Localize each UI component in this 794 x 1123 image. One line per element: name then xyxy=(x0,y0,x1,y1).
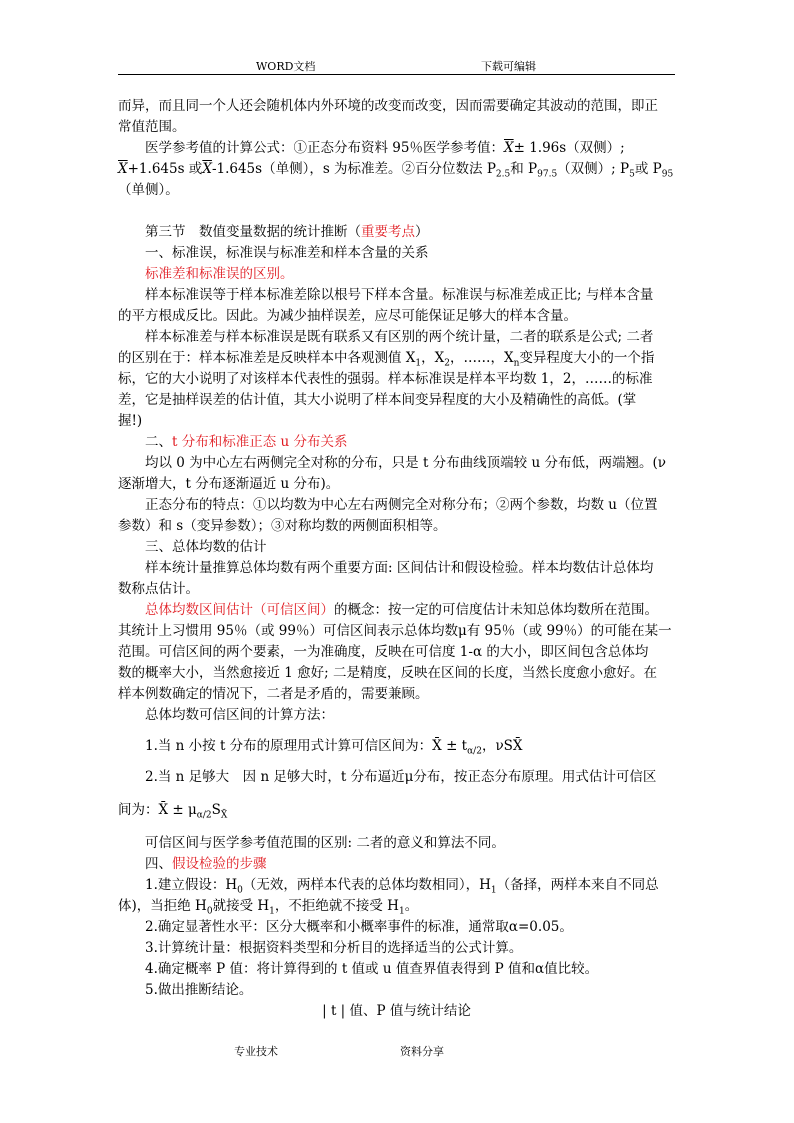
text-span: 握!) xyxy=(118,413,143,429)
subscript: n xyxy=(513,358,520,369)
text-span: 和 P xyxy=(510,161,538,177)
text-span: 数的概率大小，当然愈接近 1 愈好; 二是精度，反映在区间的长度，当然长度愈小愈好。在 xyxy=(118,665,658,681)
table-caption xyxy=(118,1001,675,1022)
paragraph-line xyxy=(118,348,675,369)
text-span: 样本例数确定的情况下，二者是矛盾的，需要兼顾。 xyxy=(118,686,429,702)
subscript: 2.5 xyxy=(495,169,511,180)
paragraph-line xyxy=(118,833,675,854)
paragraph-line xyxy=(118,579,675,600)
text-span: 4.确定概率 P 值：将计算得到的 t 值或 u 值查界值表得到 P 值和α值比较。 xyxy=(145,961,599,977)
subscript: 2 xyxy=(444,358,450,369)
subscript: 1 xyxy=(269,906,275,917)
footer-right-text: 资料分享 xyxy=(400,1045,444,1058)
text-span: 数称点估计。 xyxy=(118,581,199,597)
subscript: X̄ xyxy=(220,810,228,821)
text-span: （备择，两样本来自不同总 xyxy=(496,877,659,893)
text-span: （无效，两样本代表的总体均数相同），H xyxy=(242,877,491,893)
text-span: 四、 xyxy=(145,856,172,872)
subsection-heading xyxy=(118,243,675,264)
paragraph-line xyxy=(118,453,675,474)
text-span: 2.确定显著性水平：区分大概率和小概率事件的标准，通常取α=0.05。 xyxy=(145,919,573,935)
text-span: 。 xyxy=(404,898,419,914)
text-span: 的平方根成反比。因此。为减少抽样误差，应尽可能保证足够大的样本含量。 xyxy=(118,308,577,324)
text-span: ，不拒绝就不接受 H xyxy=(274,898,399,914)
paragraph-line xyxy=(118,474,675,495)
paragraph-line xyxy=(118,180,675,201)
text-span: （单侧）。 xyxy=(118,182,179,198)
text-span: 的概念：按一定的可信度估计未知总体均数所在范围。 xyxy=(334,602,658,618)
paragraph-line xyxy=(118,327,675,348)
reference-value-formula-2 xyxy=(118,159,675,180)
subsection-heading xyxy=(118,432,675,453)
mean-symbol: $\overline{X}$ xyxy=(118,161,128,177)
subscript: 1 xyxy=(415,358,422,369)
paragraph-line xyxy=(118,705,675,726)
text-span: S xyxy=(211,802,221,818)
paragraph-line xyxy=(118,980,675,1001)
text-span: +1.645s 或 xyxy=(127,161,203,177)
mean-symbol: $\overline{X}$ xyxy=(503,140,514,156)
paragraph-line xyxy=(118,516,675,537)
paragraph-line xyxy=(118,642,675,663)
text-span: 总体均数可信区间的计算方法： xyxy=(145,707,334,723)
text-span: ，νSX̄ xyxy=(481,738,523,754)
subsection-heading xyxy=(118,537,675,558)
text-span: 第三节 数值变量数据的统计推断（ xyxy=(145,224,361,240)
paragraph-line xyxy=(118,495,675,516)
text-span: 的区别在于：样本标准差是反映样本中各观测值 X xyxy=(118,350,416,366)
paragraph-line xyxy=(118,600,675,621)
text-span: 差，它是抽样误差的估计值，其大小说明了样本间变异程度的大小及精确性的高低。(掌 xyxy=(118,392,637,408)
text-span: -1.645s（单侧），s 为标准差。②百分位数法 P xyxy=(211,161,496,177)
text-span: 2.当 n 足够大 因 n 足够大时，t 分布逼近μ分布，按正态分布原理。用式估计可信区 xyxy=(145,769,657,785)
mean-symbol: $\overline{X}$ xyxy=(202,161,212,177)
highlight-text: 重要考点 xyxy=(361,224,415,240)
text-span: ，……，X xyxy=(450,350,514,366)
highlight-heading xyxy=(118,264,675,285)
text-span: 三、总体均数的估计 xyxy=(145,539,267,555)
text-span: 1.当 n 小按 t 分布的原理用式计算可信区间为：X̄ ± t xyxy=(145,738,468,754)
text-span: 均以 0 为中心左右两侧完全对称的分布，只是 t 分布曲线顶端较 u 分布低，两端翘。(ν xyxy=(145,455,666,471)
subscript: α/2 xyxy=(196,810,212,821)
paragraph-line xyxy=(118,411,675,432)
formula-line xyxy=(118,800,675,821)
text-span: （双侧）; P xyxy=(557,161,630,177)
text-span: 逐渐增大，t 分布逐渐逼近 u 分布)。 xyxy=(118,476,340,492)
text-span: ，X xyxy=(421,350,445,366)
paragraph-line xyxy=(118,306,675,327)
paragraph-line xyxy=(118,390,675,411)
text-span: 二、 xyxy=(145,434,172,450)
text-span: 就接受 H xyxy=(212,898,270,914)
paragraph-line xyxy=(118,875,675,896)
paragraph-line xyxy=(118,684,675,705)
subscript: 1 xyxy=(398,906,405,917)
text-span: 样本统计量推算总体均数有两个重要方面: 区间估计和假设检验。样本均数估计总体均 xyxy=(145,560,654,576)
document-body xyxy=(118,96,675,1022)
text-span: 5.做出推断结论。 xyxy=(145,982,253,998)
paragraph-line xyxy=(118,621,675,642)
text-span: ） xyxy=(415,224,429,240)
text-span: 医学参考值的计算公式：①正态分布资料 95％医学参考值： xyxy=(145,140,504,156)
text-span: 可信区间与医学参考值范围的区别: 二者的意义和算法不同。 xyxy=(145,835,505,851)
text-span: 间为：X̄ ± μ xyxy=(118,802,197,818)
subscript: 1 xyxy=(490,885,497,896)
text-span: 而异，而且同一个人还会随机体内外环境的改变而改变，因而需要确定其波动的范围，即正 xyxy=(118,98,658,114)
highlight-text: 总体均数区间估计（可信区间） xyxy=(145,602,334,618)
text-span: 一、标准误，标准误与标准差和样本含量的关系 xyxy=(145,245,429,261)
subscript: 0 xyxy=(237,885,243,896)
formula-line xyxy=(118,736,675,757)
header-left-text: WORD文档 xyxy=(256,60,316,73)
text-span: | t | 值、P 值与统计结论 xyxy=(322,1003,471,1019)
subscript: 97.5 xyxy=(537,169,558,180)
text-span: 变异程度大小的一个指 xyxy=(519,350,655,366)
text-span: 正态分布的特点：①以均数为中心左右两侧完全对称分布；②两个参数，均数 u（位置 xyxy=(145,497,658,513)
text-span: 标准差和标准误的区别。 xyxy=(145,266,294,282)
text-span: 体)，当拒绝 H xyxy=(118,898,207,914)
text-span: 样本标准差与样本标准误是既有联系又有区别的两个统计量，二者的联系是公式; 二者 xyxy=(145,329,654,345)
paragraph-line xyxy=(118,938,675,959)
text-span: 样本标准误等于样本标准差除以根号下样本含量。标准误与标准差成正比; 与样本含量 xyxy=(145,287,654,303)
subscript: α/2 xyxy=(467,746,482,757)
paragraph-line xyxy=(118,917,675,938)
paragraph-line xyxy=(118,959,675,980)
page-header xyxy=(118,56,675,75)
text-span: 1.建立假设：H xyxy=(145,877,238,893)
reference-value-formula xyxy=(118,138,675,159)
paragraph-line xyxy=(118,285,675,306)
text-span: 或 P xyxy=(634,161,662,177)
subscript: 0 xyxy=(206,906,213,917)
text-span: 范围。可信区间的两个要素，一为准确度，反映在可信度 1-α 的大小，即区间包含总体均 xyxy=(118,644,649,660)
text-span: 参数）和 s（变异参数）；③对称均数的两侧面积相等。 xyxy=(118,518,447,534)
paragraph-line xyxy=(118,767,675,788)
paragraph-line xyxy=(118,896,675,917)
footer-left-text: 专业技术 xyxy=(234,1045,278,1058)
text-span: 标，它的大小说明了对该样本代表性的强弱。样本标准误是样本平均数 1，2，……的标准 xyxy=(118,371,653,387)
page-footer xyxy=(0,1043,794,1059)
highlight-text: t 分布和标准正态 u 分布关系 xyxy=(172,434,348,450)
paragraph-line xyxy=(118,663,675,684)
paragraph-line xyxy=(118,117,675,138)
text-span: 常值范围。 xyxy=(118,119,186,135)
subsection-heading xyxy=(118,854,675,875)
paragraph-line xyxy=(118,558,675,579)
subscript: 95 xyxy=(661,169,674,180)
section-heading xyxy=(118,222,675,243)
text-span: ± 1.96s（双侧）; xyxy=(513,140,625,156)
text-span: 3.计算统计量：根据资料类型和分析目的选择适当的公式计算。 xyxy=(145,940,523,956)
paragraph-line xyxy=(118,96,675,117)
text-span: 其统计上习惯用 95％（或 99％）可信区间表示总体均数μ有 95％（或 99％）的可能在某一 xyxy=(118,623,672,639)
subscript: 5 xyxy=(629,169,635,180)
header-right-text: 下载可编辑 xyxy=(481,60,536,73)
paragraph-line xyxy=(118,369,675,390)
highlight-text: 假设检验的步骤 xyxy=(172,856,267,872)
